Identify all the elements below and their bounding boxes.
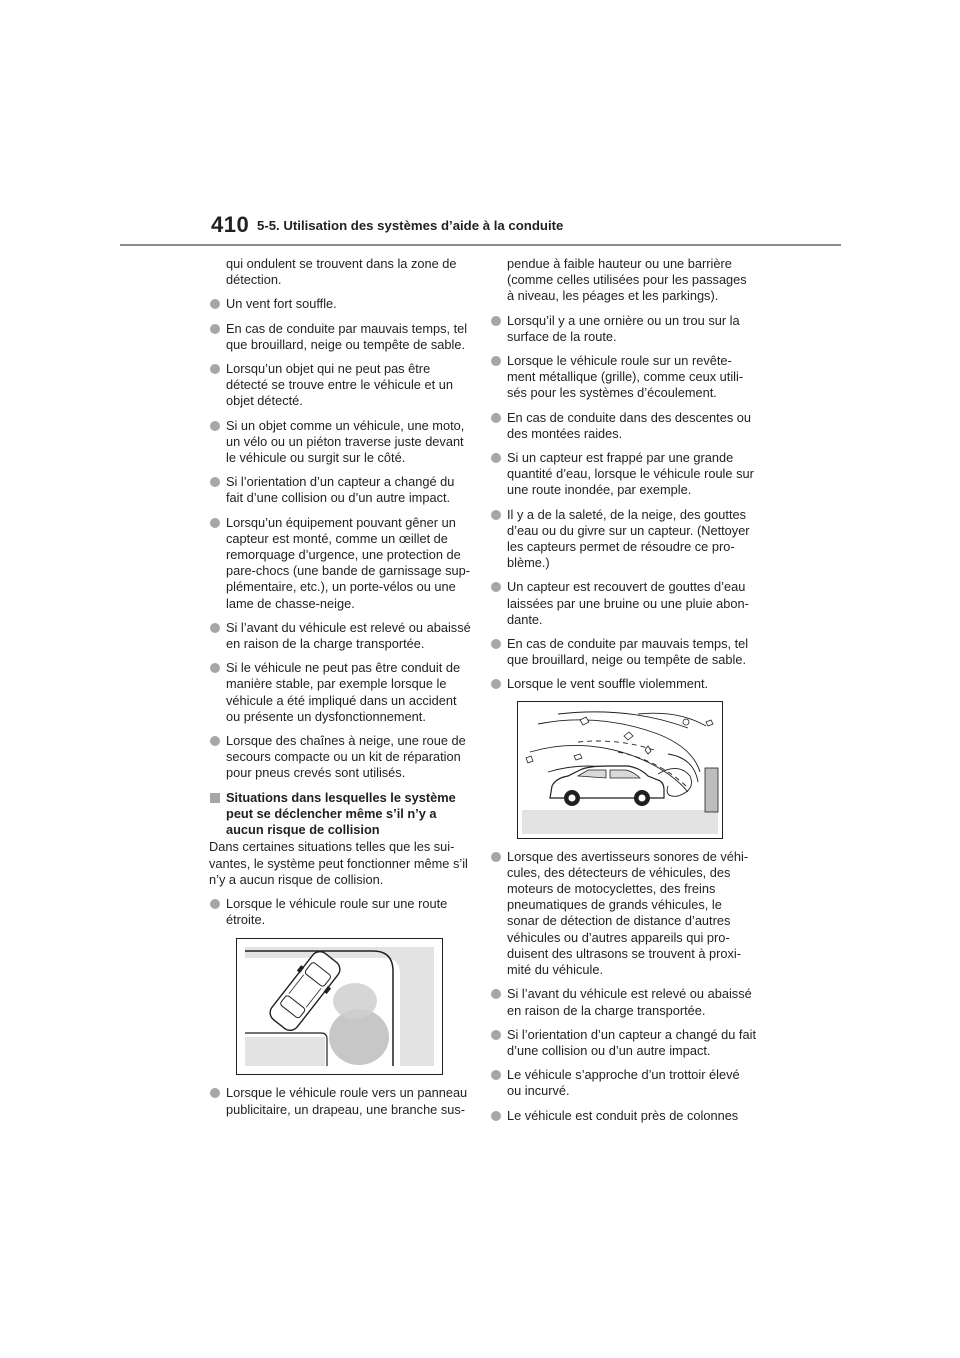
list-item-text: Le véhicule s’approche d’un trottoir élevé ou incurvé. bbox=[507, 1067, 740, 1099]
bullet-icon bbox=[210, 477, 220, 487]
list-item bbox=[209, 474, 471, 506]
list-item-text: pendue à faible hauteur ou une barrière (comme celles utilisées pour les passages à niveau, les péages et les parkings). bbox=[507, 256, 747, 304]
bullet-icon bbox=[491, 989, 501, 999]
square-bullet-icon bbox=[210, 793, 220, 803]
narrow-road-svg bbox=[237, 939, 442, 1074]
list-item bbox=[209, 1085, 471, 1117]
wall-pillar bbox=[705, 768, 718, 812]
list-item bbox=[490, 1067, 756, 1099]
road-surface-bottom bbox=[245, 1037, 325, 1066]
list-item-text: Lorsque le véhicule roule sur une route étroite. bbox=[226, 895, 448, 928]
bullet-icon bbox=[491, 679, 501, 689]
section-title: 5-5. Utilisation des systèmes d’aide à la conduite bbox=[257, 218, 564, 233]
list-item-text: Si un objet comme un véhicule, une moto, un vélo ou un piéton traverse juste devant le véhicule ou surgit sur le côté. bbox=[226, 417, 465, 466]
list-item bbox=[490, 256, 756, 305]
bullet-icon bbox=[491, 1070, 501, 1080]
subsection-heading-text: Situations dans lesquelles le système peut se déclencher même s’il n’y a aucun risque de collision bbox=[226, 789, 456, 838]
list-item bbox=[490, 676, 756, 692]
bullet-icon bbox=[491, 453, 501, 463]
list-item-text: Lorsqu’un objet qui ne peut pas être détecté se trouve entre le véhicule et un objet détecté. bbox=[226, 361, 453, 409]
list-item-text: Si l’orientation d’un capteur a changé du fait d’une collision ou d’un autre impact. bbox=[226, 474, 455, 506]
list-item bbox=[490, 1027, 756, 1059]
list-item-text: Si l’avant du véhicule est relevé ou abaissé en raison de la charge transportée. bbox=[226, 619, 471, 652]
bullet-icon bbox=[491, 1111, 501, 1121]
right-column bbox=[490, 256, 756, 1132]
header-rule bbox=[120, 244, 841, 246]
list-item bbox=[209, 361, 471, 410]
list-item bbox=[490, 579, 756, 628]
narrow-road-illustration bbox=[236, 938, 443, 1075]
list-item-text: Lorsque le vent souffle violemment. bbox=[507, 676, 709, 692]
list-item-text: Si l’orientation d’un capteur a changé du fait d’une collision ou d’un autre impact. bbox=[507, 1026, 756, 1058]
bullet-icon bbox=[210, 299, 220, 309]
bullet-icon bbox=[491, 852, 501, 862]
list-item-text: Lorsque le véhicule roule sur un revête-ment métallique (grille), comme ceux utili-sés pour les systèmes d’écoulement. bbox=[507, 353, 744, 401]
ground bbox=[522, 810, 718, 834]
list-item-text: Si l’avant du véhicule est relevé ou abaissé en raison de la charge transportée. bbox=[507, 986, 752, 1018]
list-item bbox=[490, 410, 756, 442]
bullet-icon bbox=[210, 324, 220, 334]
detection-zone-secondary bbox=[333, 983, 377, 1019]
list-item bbox=[209, 660, 471, 725]
list-item bbox=[209, 296, 471, 312]
list-item bbox=[209, 418, 471, 467]
list-item bbox=[209, 620, 471, 652]
strong-wind-svg bbox=[518, 702, 722, 838]
bullet-icon bbox=[210, 518, 220, 528]
list-item bbox=[490, 1108, 756, 1124]
debris-dot bbox=[683, 719, 689, 725]
list-item-text: Un vent fort souffle. bbox=[226, 296, 337, 312]
list-item-text: Lorsque le véhicule roule vers un panneau publicitaire, un drapeau, une branche sus- bbox=[226, 1085, 468, 1117]
list-item bbox=[490, 849, 756, 979]
list-item-text: Lorsqu’un équipement pouvant gêner un capteur est monté, comme un œillet de remorquage d’urgence, une protection de pare-chocs (une bande de garnissage sup-plémentaire, etc.), un porte-vélos ou une lame de chasse-neige. bbox=[226, 514, 471, 611]
bullet-icon bbox=[210, 623, 220, 633]
list-item bbox=[490, 313, 756, 345]
list-item-text: Le véhicule est conduit près de colonnes bbox=[507, 1107, 739, 1123]
bullet-icon bbox=[491, 582, 501, 592]
list-item bbox=[490, 353, 756, 402]
bullet-icon bbox=[491, 639, 501, 649]
page-number: 410 bbox=[211, 212, 250, 237]
left-column bbox=[209, 256, 471, 1126]
bullet-icon bbox=[210, 421, 220, 431]
bullet-icon bbox=[210, 364, 220, 374]
list-item bbox=[490, 636, 756, 668]
list-item bbox=[209, 256, 471, 288]
subsection-heading bbox=[209, 790, 471, 839]
bullet-icon bbox=[491, 1030, 501, 1040]
list-item-text: En cas de conduite par mauvais temps, tel que brouillard, neige ou tempête de sable. bbox=[507, 636, 749, 668]
list-item-text: Lorsque des avertisseurs sonores de véhi-cules, des détecteurs de véhicules, des moteurs de motocyclettes, des freins pneumatiques de grands véhicules, le sonar de détection de distance d’autres véhicules ou d’autres appareils qui pro-duisent des ultrasons se trouvent à proxi-mité du véhicule. bbox=[507, 848, 749, 978]
list-item-text: Il y a de la saleté, de la neige, des gouttes d’eau ou du givre sur un capteur. (Nettoyer les capteurs permet de résoudre ce pro-blème.) bbox=[507, 506, 750, 571]
bullet-icon bbox=[491, 413, 501, 423]
paragraph: Dans certaines situations telles que les sui-vantes, le système peut fonctionner même s’il n’y a aucun risque de collision. bbox=[209, 839, 468, 887]
list-item bbox=[209, 321, 471, 353]
list-item-text: Lorsqu’il y a une ornière ou un trou sur la surface de la route. bbox=[507, 312, 740, 344]
list-item bbox=[209, 515, 471, 612]
list-item-text: En cas de conduite par mauvais temps, tel que brouillard, neige ou tempête de sable. bbox=[226, 320, 468, 352]
bullet-icon bbox=[491, 356, 501, 366]
bullet-icon bbox=[210, 663, 220, 673]
list-item-text: Si un capteur est frappé par une grande quantité d’eau, lorsque le véhicule roule sur une route inondée, par exemple. bbox=[507, 450, 754, 498]
list-item-text: Si le véhicule ne peut pas être conduit de manière stable, par exemple lorsque le véhicule a été impliqué dans un accident ou présente un dysfonctionnement. bbox=[226, 660, 461, 724]
strong-wind-illustration bbox=[517, 701, 723, 839]
list-item bbox=[490, 986, 756, 1018]
list-item-text: Un capteur est recouvert de gouttes d’eau laissées par une bruine ou une pluie abon-dante. bbox=[507, 579, 749, 627]
list-item-text: qui ondulent se trouvent dans la zone de détection. bbox=[226, 256, 457, 288]
bullet-icon bbox=[210, 736, 220, 746]
list-item bbox=[490, 450, 756, 499]
list-item bbox=[490, 507, 756, 572]
list-item bbox=[209, 733, 471, 782]
bullet-icon bbox=[210, 1088, 220, 1098]
list-item-text: En cas de conduite dans des descentes ou des montées raides. bbox=[507, 409, 752, 441]
bullet-icon bbox=[491, 510, 501, 520]
list-item-text: Lorsque des chaînes à neige, une roue de secours compacte ou un kit de réparation pour pneus crevés sont utilisés. bbox=[226, 733, 466, 781]
bullet-icon bbox=[210, 899, 220, 909]
list-item bbox=[209, 896, 471, 928]
bullet-icon bbox=[491, 316, 501, 326]
